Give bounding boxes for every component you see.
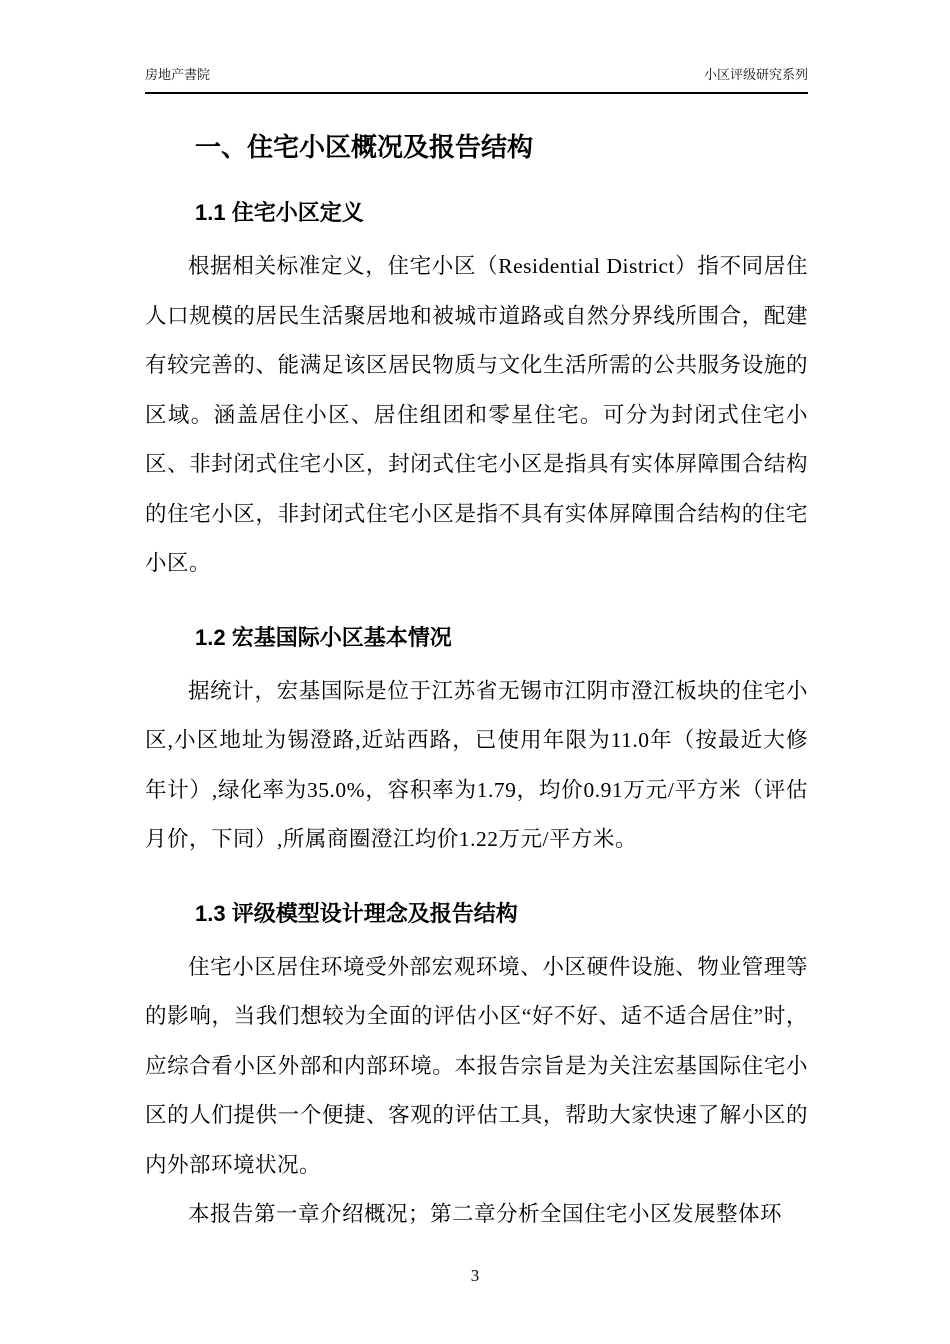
paragraph-design-concept: 住宅小区居住环境受外部宏观环境、小区硬件设施、物业管理等的影响，当我们想较为全面的评估小区“好不好、适不适合居住”时，应综合看小区外部和内部环境。本报告宗旨是为关注宏基国际住宅小区的人们提供一个便捷、客观的评估工具，帮助大家快速了解小区的内外部环境状况。	[145, 954, 808, 1177]
section-heading-1-1: 1.1 住宅小区定义	[195, 200, 364, 225]
paragraph-report-structure: 本报告第一章介绍概况；第二章分析全国住宅小区发展整体环	[188, 1202, 783, 1226]
section-heading-1-3: 1.3 评级模型设计理念及报告结构	[195, 900, 518, 926]
document-body	[145, 112, 808, 1240]
page-header	[145, 64, 808, 94]
paragraph-basic-info: 据统计，宏基国际是位于江苏省无锡市江阴市澄江板块的住宅小区,小区地址为锡澄路,近站西路，已使用年限为11.0年（按最近大修年计）,绿化率为35.0%，容积率为1.79，均价0.91万元/平方米（评估月价，下同）,所属商圈澄江均价1.22万元/平方米。	[145, 678, 808, 851]
chapter-title: 一、住宅小区概况及报告结构	[195, 132, 534, 162]
header-right-text: 小区评级研究系列	[703, 67, 808, 82]
page-number: 3	[470, 1266, 480, 1285]
header-left-text: 房地产書院	[145, 67, 211, 82]
section-heading-1-2: 1.2 宏基国际小区基本情况	[195, 624, 452, 650]
paragraph-definition: 根据相关标准定义，住宅小区（Residential District）指不同居住人口规模的居民生活聚居地和被城市道路或自然分界线所围合，配建有较完善的、能满足该区居民物质与文化生活所需的公共服务设施的区域。涵盖居住小区、居住组团和零星住宅。可分为封闭式住宅小区、非封闭式住宅小区，封闭式住宅小区是指具有实体屏障围合结构的住宅小区，非封闭式住宅小区是指不具有实体屏障围合结构的住宅小区。	[145, 254, 808, 575]
